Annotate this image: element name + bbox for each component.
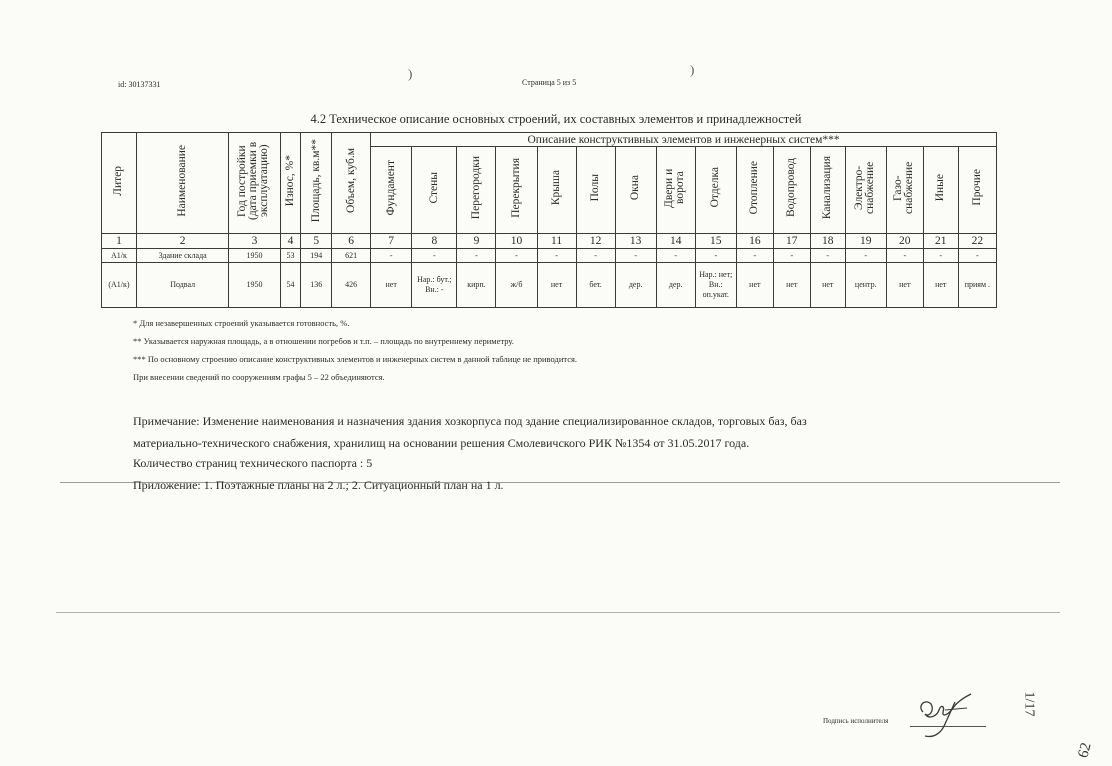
table-cell: 53	[280, 249, 301, 263]
column-number: 15	[695, 234, 736, 249]
table-title: 4.2 Техническое описание основных строений, их составных элементов и принадлежностей	[310, 112, 802, 126]
table-cell: центр.	[845, 263, 886, 308]
col-header-name: Наименование	[136, 133, 228, 234]
col-header-year: Год постройки (дата приемки в эксплуатацию)	[229, 133, 280, 234]
col-header-liter: Литер	[102, 133, 137, 234]
table-cell: -	[656, 249, 695, 263]
table-cell: (А1/к)	[102, 263, 137, 308]
table-cell: -	[958, 249, 996, 263]
scan-mark-left: )	[408, 66, 413, 81]
signature-label: Подпись исполнителя	[823, 717, 889, 725]
col-header-water: Водопровод	[773, 147, 810, 234]
column-number: 16	[736, 234, 773, 249]
table-cell: -	[810, 249, 845, 263]
col-header-gas: Газо-снабжение	[886, 147, 923, 234]
table-cell: Нар.: бут.; Вн.: -	[412, 263, 457, 308]
footnote-area: ** Указывается наружная площадь, а в отношении погребов и т.п. – площадь по внутреннему периметру.	[133, 336, 514, 346]
column-number: 4	[280, 234, 301, 249]
table-cell: -	[457, 249, 496, 263]
table-cell: Здание склада	[136, 249, 228, 263]
table-cell: -	[371, 249, 412, 263]
table-cell: ж/б	[496, 263, 537, 308]
column-number: 8	[412, 234, 457, 249]
col-header-floors-ceilings: Перекрытия	[496, 147, 537, 234]
table-cell: -	[923, 249, 958, 263]
table-cell: кирп.	[457, 263, 496, 308]
column-number: 1	[102, 234, 137, 249]
table-cell: 1950	[229, 263, 280, 308]
col-header-foundation: Фундамент	[371, 147, 412, 234]
table-row-warehouse	[102, 249, 997, 263]
scan-mark-right: )	[690, 62, 695, 77]
table-cell: 54	[280, 263, 301, 308]
col-header-other: Иные	[923, 147, 958, 234]
table-cell: приям .	[958, 263, 996, 308]
table-cell: -	[615, 249, 656, 263]
table-cell: нет	[773, 263, 810, 308]
table-cell: нет	[537, 263, 576, 308]
table-row-basement	[102, 263, 997, 308]
signature-image	[915, 690, 987, 742]
table-cell: нет	[810, 263, 845, 308]
table-cell: нет	[736, 263, 773, 308]
document-id: id: 30137331	[118, 80, 161, 89]
technical-description-table	[101, 132, 997, 308]
column-number: 2	[136, 234, 228, 249]
table-cell: 426	[332, 263, 371, 308]
col-header-electricity: Электро-снабжение	[845, 147, 886, 234]
col-header-sewerage: Канализация	[810, 147, 845, 234]
table-cell: дер.	[615, 263, 656, 308]
col-header-doors: Двери и ворота	[656, 147, 695, 234]
col-header-walls: Стены	[412, 147, 457, 234]
table-cell: бет.	[576, 263, 615, 308]
column-number: 20	[886, 234, 923, 249]
handwritten-margin-mark: 1/17	[1021, 691, 1037, 717]
table-cell: А1/к	[102, 249, 137, 263]
column-number: 9	[457, 234, 496, 249]
col-header-wear: Износ, %*	[280, 133, 301, 234]
column-number-row	[102, 234, 997, 249]
table-cell: -	[886, 249, 923, 263]
footnote-structures: При внесении сведений по сооружениям графы 5 – 22 объединяются.	[133, 372, 385, 382]
footnote-main-building: *** По основному строению описание конструктивных элементов и инженерных систем в данной таблице не приводится.	[133, 354, 578, 364]
table-cell: Подвал	[136, 263, 228, 308]
col-header-partitions: Перегородки	[457, 147, 496, 234]
remark-line-1: Примечание: Изменение наименования и назначения здания хозкорпуса под здание специализированное складов, торговых баз, баз	[133, 414, 807, 428]
table-cell: -	[695, 249, 736, 263]
column-number: 6	[332, 234, 371, 249]
column-number: 5	[301, 234, 332, 249]
col-header-volume: Объем, куб.м	[332, 133, 371, 234]
scan-line	[56, 612, 1060, 613]
col-header-windows: Окна	[615, 147, 656, 234]
col-header-heating: Отопление	[736, 147, 773, 234]
column-number: 21	[923, 234, 958, 249]
col-header-finishing: Отделка	[695, 147, 736, 234]
table-cell: 1950	[229, 249, 280, 263]
column-number: 10	[496, 234, 537, 249]
column-number: 22	[958, 234, 996, 249]
table-cell: -	[576, 249, 615, 263]
table-cell: нет	[886, 263, 923, 308]
table-cell: Нар.: нет; Вн.: оп.укат.	[695, 263, 736, 308]
table-cell: -	[537, 249, 576, 263]
column-number: 19	[845, 234, 886, 249]
column-number: 17	[773, 234, 810, 249]
col-header-roof: Крыша	[537, 147, 576, 234]
remark-line-2: материально-технического снабжения, хранилищ на основании решения Смолевичского РИК №1354 от 31.05.2017 года.	[133, 436, 750, 450]
table-cell: 136	[301, 263, 332, 308]
table-cell: 194	[301, 249, 332, 263]
column-number: 11	[537, 234, 576, 249]
table-cell: -	[736, 249, 773, 263]
table-cell: -	[412, 249, 457, 263]
table-cell: -	[496, 249, 537, 263]
column-number: 12	[576, 234, 615, 249]
handwritten-page-number: 62	[1075, 741, 1095, 760]
page-count: Количество страниц технического паспорта : 5	[133, 456, 373, 470]
attachments: Приложение: 1. Поэтажные планы на 2 л.; 2. Ситуационный план на 1 л.	[133, 478, 504, 492]
table-cell: нет	[371, 263, 412, 308]
page-number: Страница 5 из 5	[522, 78, 577, 87]
column-number: 13	[615, 234, 656, 249]
column-number: 7	[371, 234, 412, 249]
footnote-completion: * Для незавершенных строений указывается готовность, %.	[133, 318, 350, 328]
table-cell: нет	[923, 263, 958, 308]
col-header-misc: Прочие	[958, 147, 996, 234]
column-number: 14	[656, 234, 695, 249]
column-number: 3	[229, 234, 280, 249]
col-header-floors: Полы	[576, 147, 615, 234]
table-cell: дер.	[656, 263, 695, 308]
table-cell: -	[845, 249, 886, 263]
table-cell: -	[773, 249, 810, 263]
column-number: 18	[810, 234, 845, 249]
group-header: Описание конструктивных элементов и инженерных систем***	[371, 133, 997, 147]
col-header-area: Площадь, кв.м**	[301, 133, 332, 234]
table-cell: 621	[332, 249, 371, 263]
